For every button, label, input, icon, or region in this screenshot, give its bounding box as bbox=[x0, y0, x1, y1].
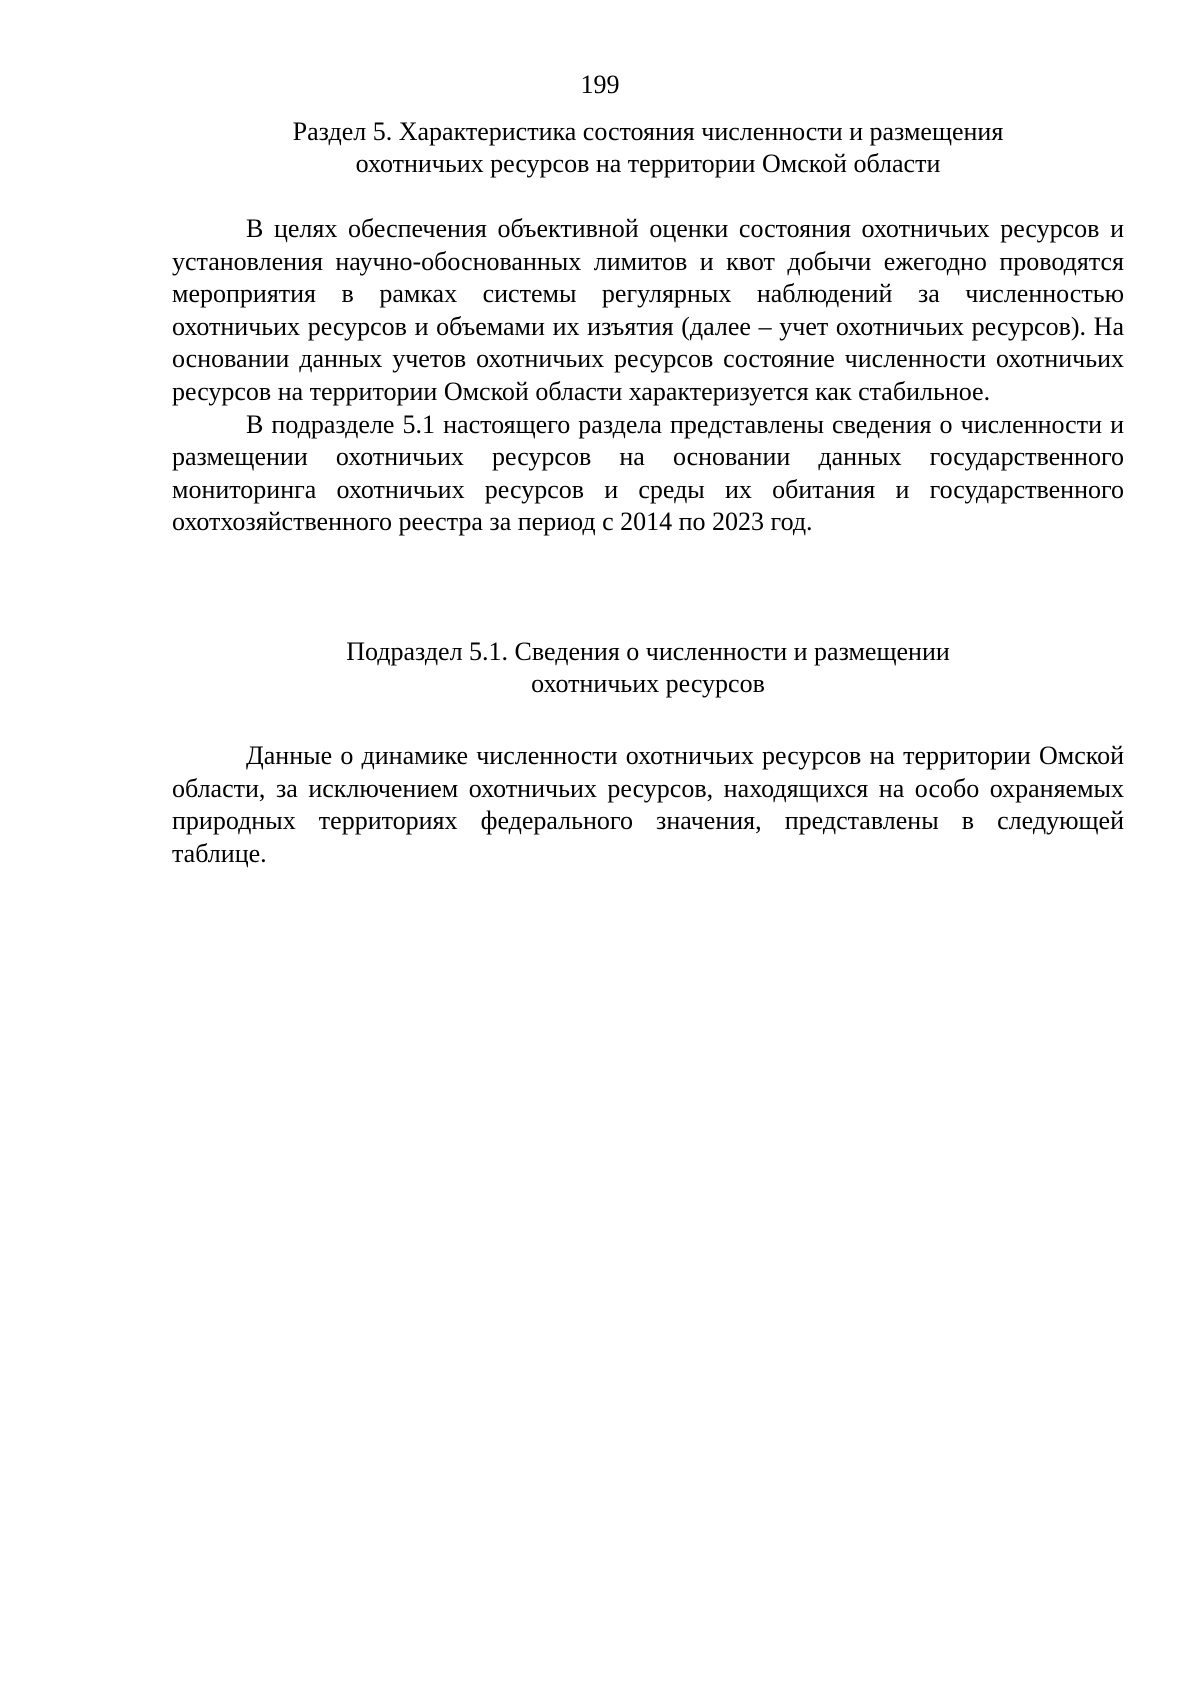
subsection-title-line: охотничьих ресурсов bbox=[531, 669, 765, 698]
subsection-body bbox=[172, 740, 1124, 870]
section-title-line: охотничьих ресурсов на территории Омской области bbox=[355, 149, 941, 178]
paragraph: Данные о динамике численности охотничьих ресурсов на территории Омской области, за исключением охотничьих ресурсов, находящихся на особо охраняемых природных территориях федерального значения, представлены в следующей таблице. bbox=[172, 741, 1124, 868]
section-title-line: Раздел 5. Характеристика состояния численности и размещения bbox=[292, 117, 1004, 146]
subsection-title-line: Подраздел 5.1. Сведения о численности и размещении bbox=[346, 637, 950, 666]
section-body bbox=[172, 213, 1124, 539]
paragraph: В подразделе 5.1 настоящего раздела представлены сведения о численности и размещении охотничьих ресурсов на основании данных государственного мониторинга охотничьих ресурсов и среды их обитания и государственного охотхозяйственного реестра за период с 2014 по 2023 год. bbox=[172, 409, 1124, 537]
paragraph: В целях обеспечения объективной оценки состояния охотничьих ресурсов и установления научно-обоснованных лимитов и квот добычи ежегодно проводятся мероприятия в рамках системы регулярных наблюдений за численностью охотничьих ресурсов и объемами их изъятия (далее – учет охотничьих ресурсов). На основании данных учетов охотничьих ресурсов состояние численности охотничьих ресурсов на территории Омской области характеризуется как стабильное. bbox=[172, 214, 1124, 406]
subsection-title bbox=[172, 636, 1124, 700]
section-title bbox=[172, 116, 1124, 180]
page-number: 199 bbox=[580, 70, 620, 99]
